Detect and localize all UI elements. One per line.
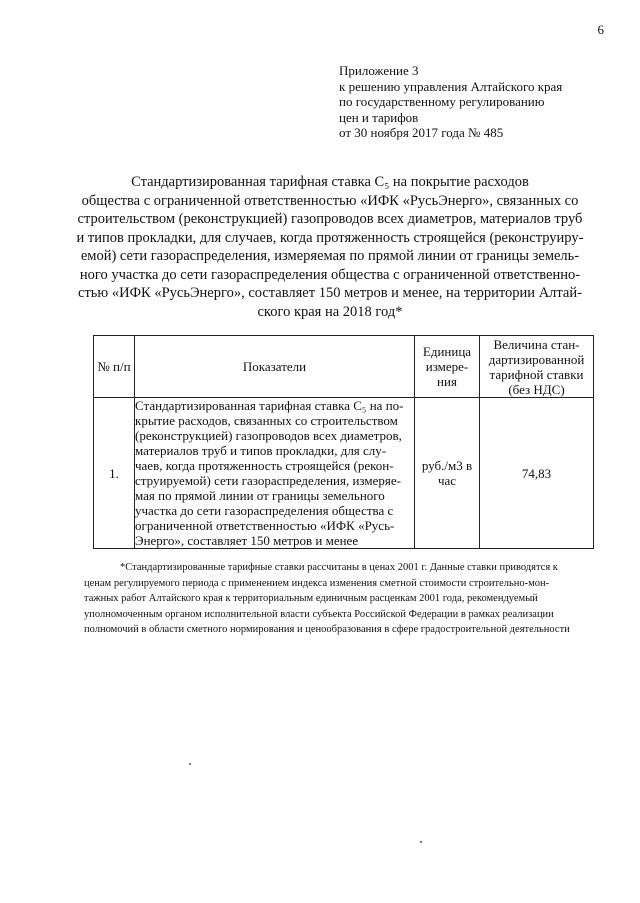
description-line: ограниченной ответственностью «ИФК «Русь- [135,518,395,533]
title-line: ного участка до сети газораспределения общества с ограниченной ответственно- [79,266,581,283]
title-line: ского края на 2018 год* [257,303,403,320]
header-unit: Единица измере- ния [415,336,480,398]
appendix-line: от 30 ноября 2017 года № 485 [339,125,504,140]
row-unit: руб./м3 в час [415,398,480,549]
description-line: струируемой) сети газораспределения, измеряе- [135,473,401,488]
scan-speck [420,841,422,843]
footnote-line: полномочий в области сметного нормирования и ценообразования в сфере градостроительной деятельности [84,624,570,635]
description-line: материалов труб и типов прокладки, для слу- [135,443,387,458]
appendix-line: цен и тарифов [339,109,419,125]
footnote-line: тажных работ Алтайского края к территориальным единичным расценкам 2001 года, рекомендуемый [84,593,538,604]
footnote-line: ценам регулируемого периода с применением индекса изменения сметной стоимости строительно-мон- [84,577,550,589]
footnote-line: *Стандартизированные тарифные ставки рассчитаны в ценах 2001 г. Данные ставки приводятся к [120,562,558,573]
header-value: Величина стан- дартизированной тарифной ставки (без НДС) [480,336,594,398]
title-line: строительством (реконструкцией) газопроводов всех диаметров, материалов труб [77,211,583,227]
description-line: чаев, когда протяженность строящейся (рекон- [135,458,394,473]
appendix-line: Приложение 3 [339,63,419,78]
title-line: емой) сети газораспределения, измеряемая по прямой линии от границы земель- [80,248,580,264]
description-line: крытие расходов, связанных со строительством [135,413,398,428]
row-num: 1. [94,398,135,549]
title-line: Стандартизированная тарифная ставка C₅ на покрытие расходов [131,174,529,190]
description-line: мая по прямой линии от границы земельного [135,488,385,503]
description-line: участка до сети газораспределения общества с [135,503,394,518]
title-line: и типов прокладки, для случаев, когда протяженность строящейся (реконструиру- [76,229,584,246]
row-value: 74,83 [480,398,594,549]
header-indicator: Показатели [135,336,415,398]
title-line: общества с ограниченной ответственностью «ИФК «РусьЭнерго», связанных со [81,192,579,209]
header-num: № п/п [94,336,135,398]
footnote-line: уполномоченным органом исполнительной власти субъекта Российской Федерации в рамках реализации [84,608,554,620]
title-line: стью «ИФК «РусьЭнерго», составляет 150 метров и менее, на территории Алтай- [78,285,582,301]
appendix-line: к решению управления Алтайского края [339,78,563,94]
description-line: Энерго», составляет 150 метров и менее [135,533,359,548]
description-line: Стандартизированная тарифная ставка C₅ на по- [135,398,404,413]
description-line: (реконструкцией) газопроводов всех диаметров, [135,428,402,443]
page-number: 6 [597,22,604,37]
scan-speck [189,763,191,765]
appendix-line: по государственному регулированию [339,94,545,109]
